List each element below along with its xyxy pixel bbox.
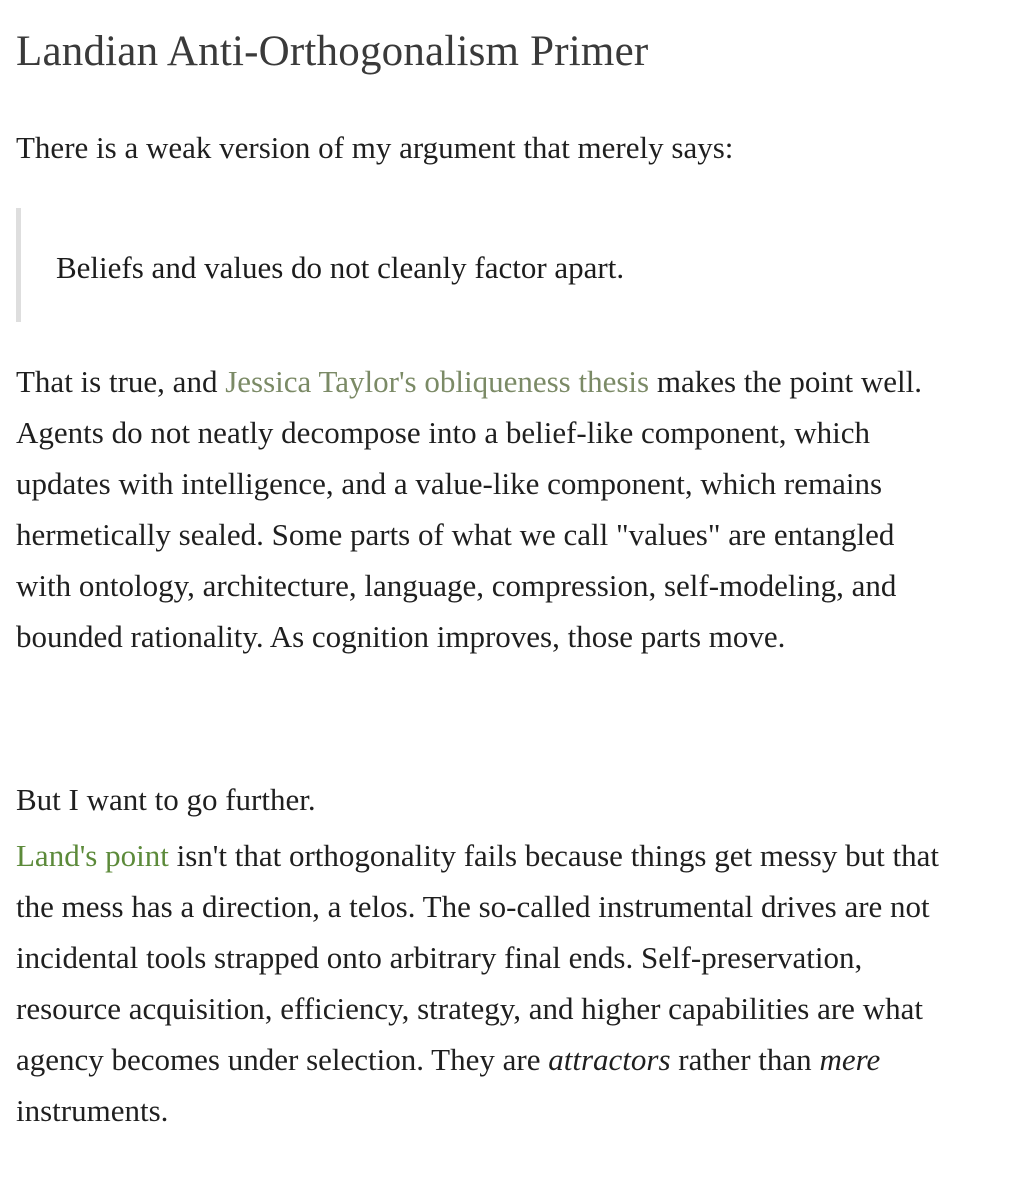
paragraph-obliqueness — [16, 356, 956, 662]
paragraph-lands-point — [16, 830, 956, 1136]
lands-point-link[interactable]: Land's point — [16, 838, 169, 873]
paragraph-go-further: But I want to go further. — [16, 782, 316, 817]
blockquote-text: Beliefs and values do not cleanly factor apart. — [56, 250, 625, 285]
paragraph-text: That is true, and — [16, 364, 226, 399]
intro-paragraph: There is a weak version of my argument that merely says: — [16, 130, 734, 165]
paragraph-text: makes the point well. Agents do not neatly decompose into a belief-like component, which updates with intelligence, and a value-like component, which remains hermetically sealed. Some parts of what we call "values" are entangled with ontology, architecture, language, compression, self-modeling, and bounded rationality. As cognition improves, those parts move. — [16, 364, 922, 654]
blockquote — [16, 208, 921, 322]
paragraph-text: rather than — [670, 1042, 820, 1077]
paragraph-text: isn't that orthogonality fails because things get messy but that the mess has a direction, a telos. The so-called instrumental drives are not incidental tools strapped onto arbitrary final ends. Self-preservation, resource acquisition, efficiency, strategy, and higher capabilities are what agency becomes under selection. They are — [16, 838, 939, 1077]
obliqueness-thesis-link[interactable]: Jessica Taylor's obliqueness thesis — [225, 364, 650, 399]
article-title: Landian Anti-Orthogonalism Primer — [16, 28, 649, 75]
paragraph-text: instruments. — [16, 1093, 169, 1128]
emphasis-mere: mere — [819, 1042, 881, 1077]
emphasis-attractors: attractors — [548, 1042, 671, 1077]
